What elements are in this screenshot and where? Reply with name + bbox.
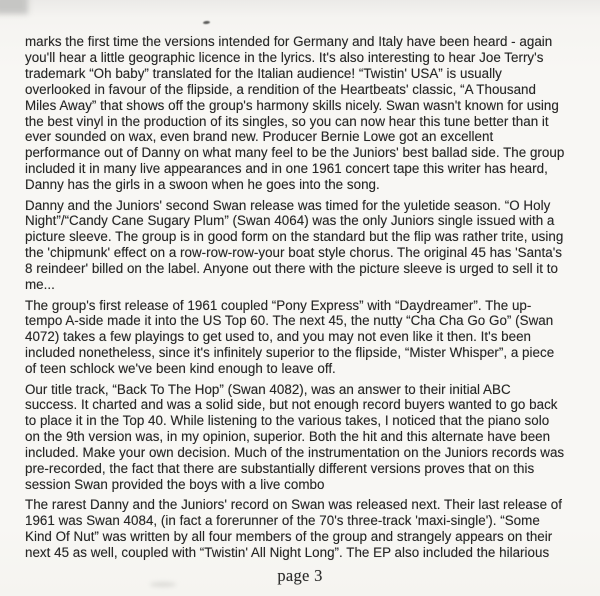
- text-line: included it in many live appearances and in one 1961 concert tape this writer has heard,: [25, 161, 548, 177]
- text-line: Danny has the girls in a swoon when he goes into the song.: [25, 177, 380, 193]
- text-line: The group's first release of 1961 coupled “Pony Express” with “Daydreamer”. The up-: [25, 297, 532, 313]
- text-line: picture sleeve. The group is in good form on the standard but the flip was rather trite, using: [25, 229, 564, 245]
- text-line: Our title track, “Back To The Hop” (Swan 4082), was an answer to their initial ABC: [25, 381, 511, 397]
- scan-corner-shadow: [0, 0, 28, 14]
- paragraph: [25, 382, 585, 493]
- text-line: on the 9th version was, in my opinion, superior. Both the hit and this alternate have been: [25, 429, 551, 445]
- text-line: pre-recorded, the fact that there are substantially different versions proves that on this: [25, 461, 535, 477]
- text-line: to place it in the Top 40. While listening to the various takes, I noticed that the piano solo: [25, 413, 550, 429]
- text-line: included nonetheless, since it's infinitely superior to the flipside, “Mister Whisper”, a piece: [25, 345, 555, 361]
- text-line: The rarest Danny and the Juniors' record on Swan was released next. Their last release of: [25, 497, 563, 513]
- text-line: you'll hear a little geographic licence in the lyrics. It's also interesting to hear Joe Terry's: [25, 49, 544, 65]
- paragraph: [25, 298, 585, 378]
- paragraph: [25, 497, 585, 561]
- text-line: 8 reindeer' billed on the label. Anyone out there with the picture sleeve is urged to sell it to: [25, 261, 558, 277]
- text-line: Kind Of Nut” was written by all four members of the group and strangely appears on their: [25, 529, 553, 545]
- text-line: trademark “Oh baby” translated for the Italian audience! “Twistin' USA” is usually: [25, 65, 502, 81]
- text-line: success. It charted and was a solid side, but not enough record buyers wanted to go back: [25, 397, 558, 413]
- text-line: included. Make your own decision. Much of the instrumentation on the Juniors records was: [25, 445, 565, 461]
- page-number: page 3: [277, 566, 323, 585]
- text-line: 4072) takes a few playings to get used to, and you may not even like it then. It's been: [25, 329, 532, 345]
- paragraph: [25, 198, 585, 293]
- liner-notes-text: [25, 34, 585, 566]
- paragraph: [25, 34, 585, 193]
- text-line: of teen schlock we've been kind enough to leave off.: [25, 361, 336, 377]
- text-line: tempo A-side made it into the US Top 60. The next 45, the nutty “Cha Cha Go Go” (Swan: [25, 313, 554, 329]
- text-line: next 45 as well, coupled with “Twistin' All Night Long”. The EP also included the hilarious: [25, 545, 550, 561]
- text-line: Night”/“Candy Cane Sugary Plum” (Swan 4064) was the only Juniors single issued with a: [25, 213, 555, 229]
- text-line: Danny and the Juniors' second Swan release was timed for the yuletide season. “O Holy: [25, 197, 551, 213]
- text-line: marks the first time the versions intended for Germany and Italy have been heard - again: [25, 34, 553, 49]
- text-line: session Swan provided the boys with a live combo: [25, 476, 325, 492]
- text-line: performance out of Danny on what many feel to be the Juniors' best ballad side. The group: [25, 145, 565, 161]
- text-line: ever sounded on wax, even brand new. Producer Bernie Lowe got an excellent: [25, 129, 494, 145]
- text-line: the 'chipmunk' effect on a row-row-row-your boat style chorus. The original 45 has 'Santa's: [25, 245, 563, 261]
- scan-speck-mark: [203, 21, 210, 25]
- text-line: me...: [25, 277, 55, 293]
- text-line: overlooked in favour of the flipside, a rendition of the Heartbeats' classic, “A Thousand: [25, 81, 536, 97]
- text-line: the best vinyl in the production of its singles, so you can now hear this tune better than it: [25, 113, 549, 129]
- text-line: 1961 was Swan 4084, (in fact a forerunner of the 70's three-track 'maxi-single'). “Some: [25, 513, 540, 529]
- text-line: Miles Away” that shows off the group's harmony skills nicely. Swan wasn't known for using: [25, 97, 559, 113]
